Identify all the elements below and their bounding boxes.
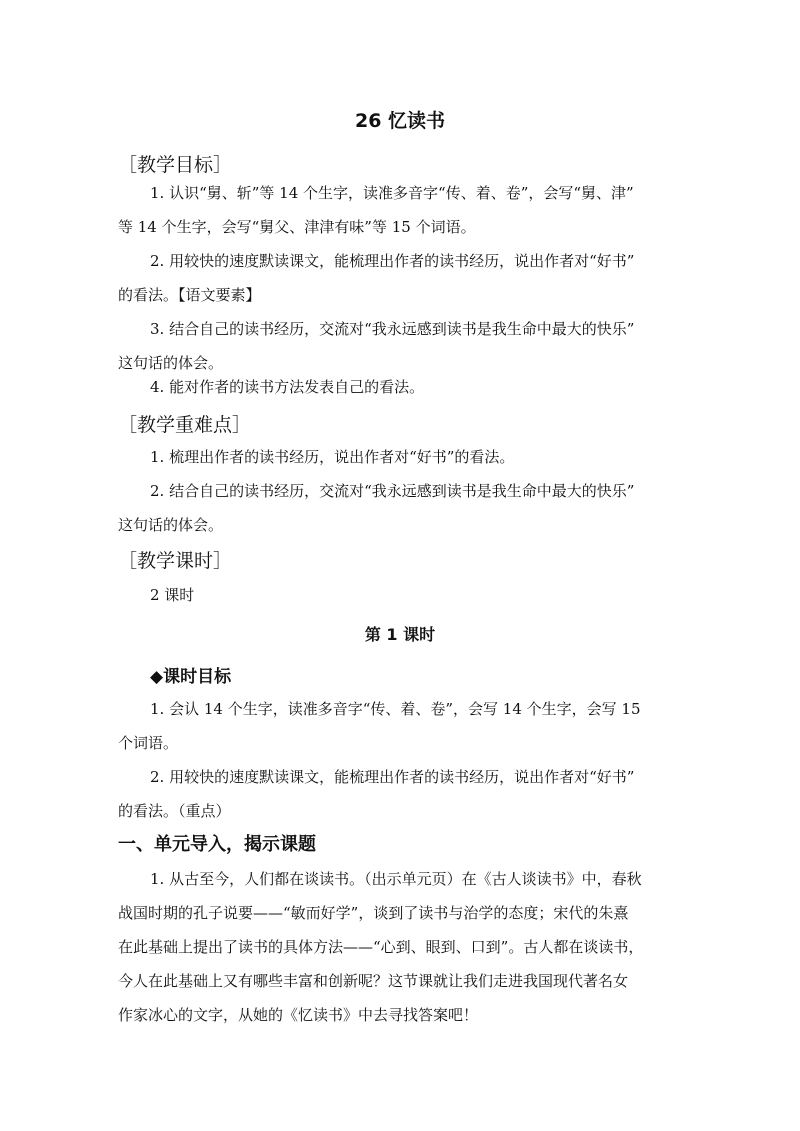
goal-item — [118, 370, 678, 404]
paragraph-line: 作家冰心的文字，从她的《忆读书》中去寻找答案吧！ — [118, 1006, 479, 1024]
key-point-item — [118, 474, 678, 542]
paragraph-line: 今人在此基础上又有哪些丰富和创新呢？这节课就让我们走进我国现代著名女 — [118, 972, 629, 990]
goal-item — [118, 244, 678, 312]
class-hours-heading: ［教学课时］ — [118, 550, 233, 572]
paragraph-line: 战国时期的孔子说要——“敏而好学”，谈到了读书与治学的态度；宋代的朱熹 — [118, 904, 629, 922]
lesson-title: 第 1 课时 — [364, 625, 436, 644]
goal-item-line: 3. 结合自己的读书经历，交流对“我永远感到读书是我生命中最大的快乐” — [150, 320, 635, 338]
paragraph-line: 1. 从古至今，人们都在谈读书。（出示单元页）在《古人谈读书》中，春秋 — [150, 870, 642, 888]
lesson-goal-item — [118, 692, 678, 760]
lesson-goal-line: 个词语。 — [118, 734, 179, 752]
lesson-goal-line: 的看法。（重点） — [118, 802, 231, 820]
page-title: 26 忆读书 — [354, 110, 446, 132]
lesson-goal-item — [118, 760, 678, 828]
goal-item-line: 这句话的体会。 — [118, 354, 224, 372]
goal-item-line: 1. 认识“舅、斩”等 14 个生字，读准多音字“传、着、卷”，会写“舅、津” — [150, 184, 634, 202]
goal-item-line: 等 14 个生字，会写“舅父、津津有味”等 15 个词语。 — [118, 218, 476, 236]
goal-item-line: 2. 用较快的速度默读课文，能梳理出作者的读书经历，说出作者对“好书” — [150, 252, 635, 270]
goal-item-line: 的看法。【语文要素】 — [118, 286, 261, 304]
lesson-goal-line: 1. 会认 14 个生字，读准多音字“传、着、卷”，会写 14 个生字，会写 15 — [150, 700, 641, 718]
key-point-line: 这句话的体会。 — [118, 516, 224, 534]
goal-item-line: 4. 能对作者的读书方法发表自己的看法。 — [150, 378, 425, 396]
goal-item — [118, 176, 678, 244]
key-points-heading: ［教学重难点］ — [118, 414, 252, 436]
teaching-goals-heading: ［教学目标］ — [118, 154, 233, 176]
key-point-line: 2. 结合自己的读书经历，交流对“我永远感到读书是我生命中最大的快乐” — [150, 482, 635, 500]
lesson-goals-heading: ◆课时目标 — [150, 667, 232, 687]
paragraph-line: 在此基础上提出了读书的具体方法——“心到、眼到、口到”。古人都在谈读书， — [118, 938, 644, 956]
key-point-line: 1. 梳理出作者的读书经历，说出作者对“好书”的看法。 — [150, 448, 515, 466]
key-point-item — [118, 440, 678, 474]
class-hours-value: 2 课时 — [150, 586, 195, 604]
part-one-paragraph — [118, 862, 678, 1032]
lesson-goal-line: 2. 用较快的速度默读课文，能梳理出作者的读书经历，说出作者对“好书” — [150, 768, 635, 786]
part-one-heading: 一、单元导入，揭示课题 — [118, 834, 316, 855]
